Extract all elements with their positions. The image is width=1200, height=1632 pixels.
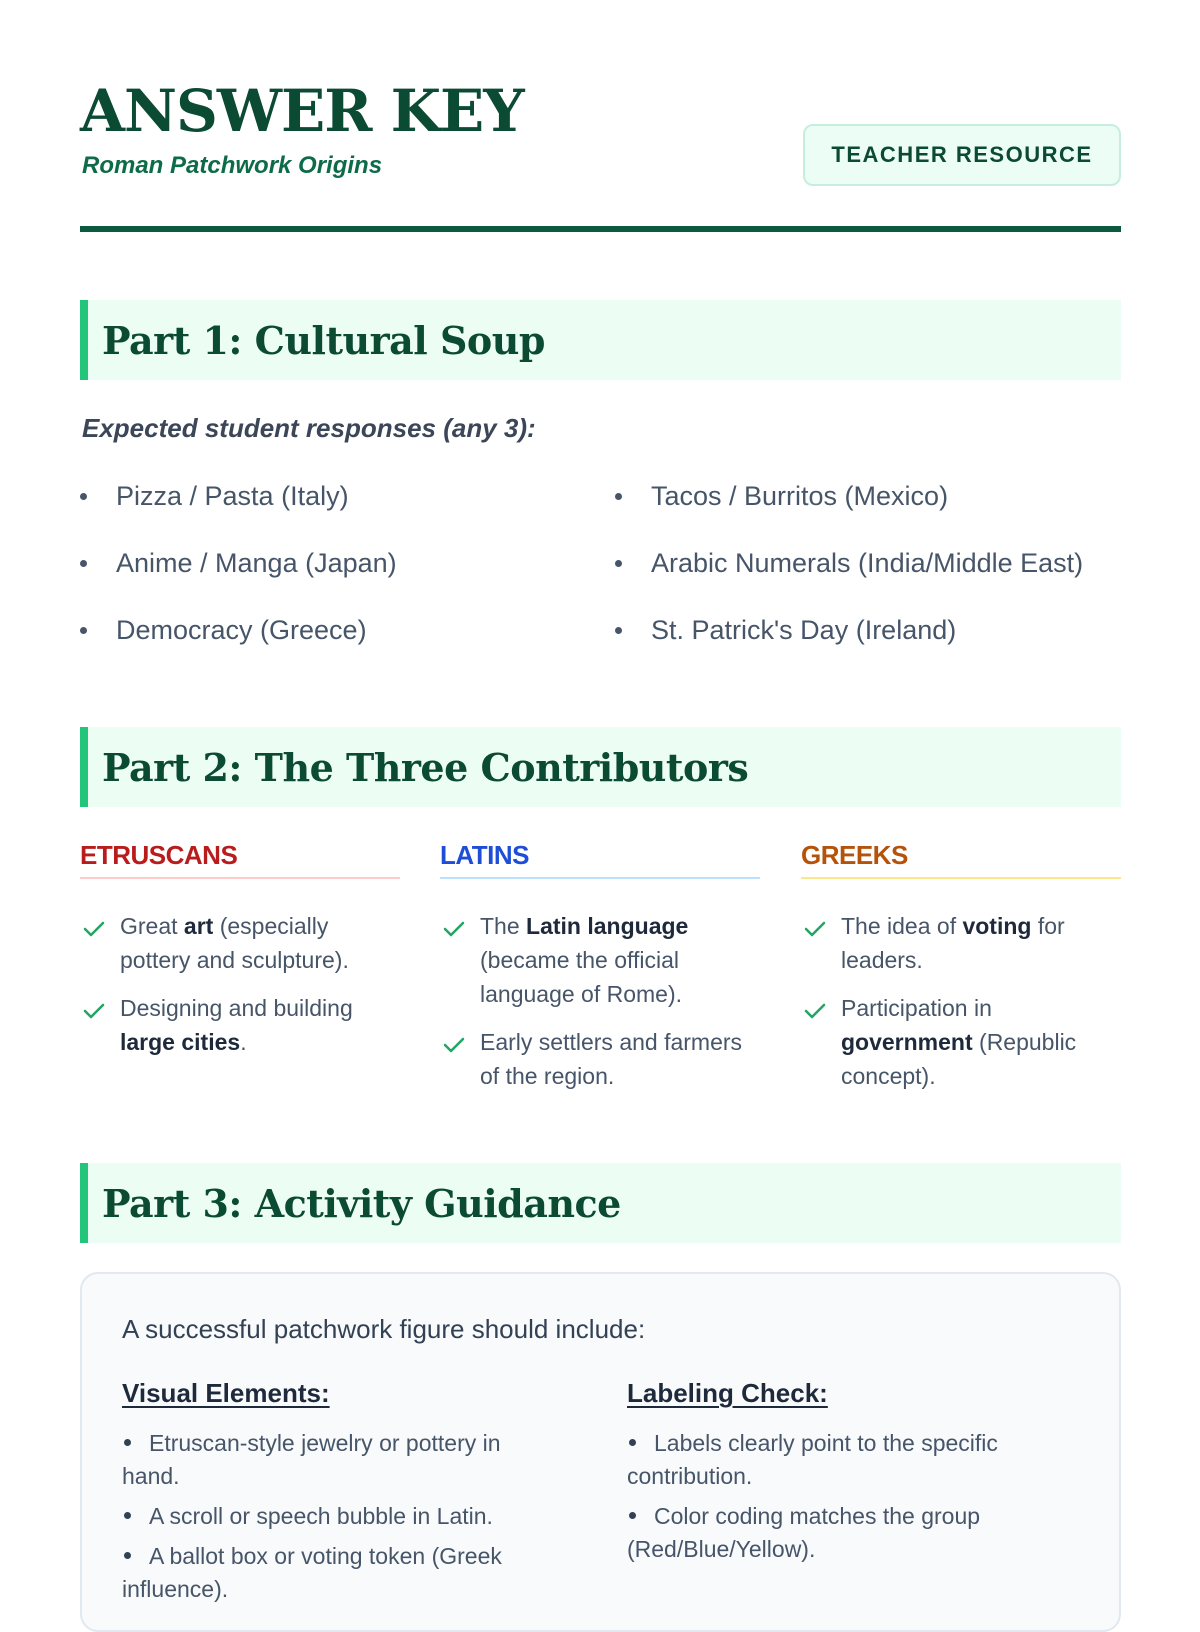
greeks-title: GREEKS — [801, 840, 1121, 879]
page-title: ANSWER KEY — [80, 77, 524, 145]
greeks-column — [801, 840, 1121, 1107]
part2-title: Part 2: The Three Contributors — [102, 744, 749, 790]
list-item: Color coding matches the group (Red/Blue/Yellow). — [627, 1503, 981, 1562]
list-item: Early settlers and farmers of the region. — [440, 1025, 760, 1093]
teacher-resource-badge: TEACHER RESOURCE — [803, 124, 1121, 186]
checkmark-icon — [442, 1035, 466, 1055]
list-item: Arabic Numerals (India/Middle East) — [615, 539, 1083, 606]
part1-title: Part 1: Cultural Soup — [102, 317, 545, 363]
list-item: Participation in government (Republic concept). — [801, 991, 1121, 1093]
list-item: Labels clearly point to the specific contribution. — [627, 1430, 998, 1489]
list-item: Designing and building large cities. — [80, 991, 400, 1059]
page-subtitle: Roman Patchwork Origins — [82, 152, 383, 179]
list-item: A scroll or speech bubble in Latin. — [122, 1500, 562, 1533]
list-item: The idea of voting for leaders. — [801, 909, 1121, 977]
part1-prompt: Expected student responses (any 3): — [82, 413, 536, 443]
part1-list-right — [615, 472, 1083, 673]
checkmark-icon — [803, 919, 827, 939]
checkmark-icon — [82, 919, 106, 939]
checkmark-icon — [803, 1001, 827, 1021]
etruscans-title: ETRUSCANS — [80, 840, 400, 879]
list-item: Democracy (Greece) — [80, 606, 397, 673]
list-item: Tacos / Burritos (Mexico) — [615, 472, 1083, 539]
activity-guidance-box — [80, 1272, 1121, 1632]
list-item: Great art (especially pottery and sculpture). — [80, 909, 400, 977]
list-item: Pizza / Pasta (Italy) — [80, 472, 397, 539]
list-item: The Latin language (became the official language of Rome). — [440, 909, 760, 1011]
etruscans-column — [80, 840, 400, 1073]
part3-title: Part 3: Activity Guidance — [102, 1180, 621, 1226]
labeling-check-heading: Labeling Check: — [627, 1378, 828, 1408]
latins-title: LATINS — [440, 840, 760, 879]
labeling-check-column — [627, 1378, 1067, 1573]
part1-header — [80, 300, 1121, 380]
part2-header — [80, 727, 1121, 807]
list-item: Anime / Manga (Japan) — [80, 539, 397, 606]
part1-list-left — [80, 472, 397, 673]
guidance-intro: A successful patchwork figure should include: — [122, 1314, 646, 1344]
latins-column — [440, 840, 760, 1107]
list-item: St. Patrick's Day (Ireland) — [615, 606, 1083, 673]
list-item: Etruscan-style jewelry or pottery in hand. — [122, 1430, 501, 1489]
checkmark-icon — [82, 1001, 106, 1021]
part3-header — [80, 1163, 1121, 1243]
header-divider — [80, 226, 1121, 232]
visual-elements-heading: Visual Elements: — [122, 1378, 330, 1408]
visual-elements-column — [122, 1378, 562, 1613]
checkmark-icon — [442, 919, 466, 939]
list-item: A ballot box or voting token (Greek influence). — [122, 1543, 502, 1602]
